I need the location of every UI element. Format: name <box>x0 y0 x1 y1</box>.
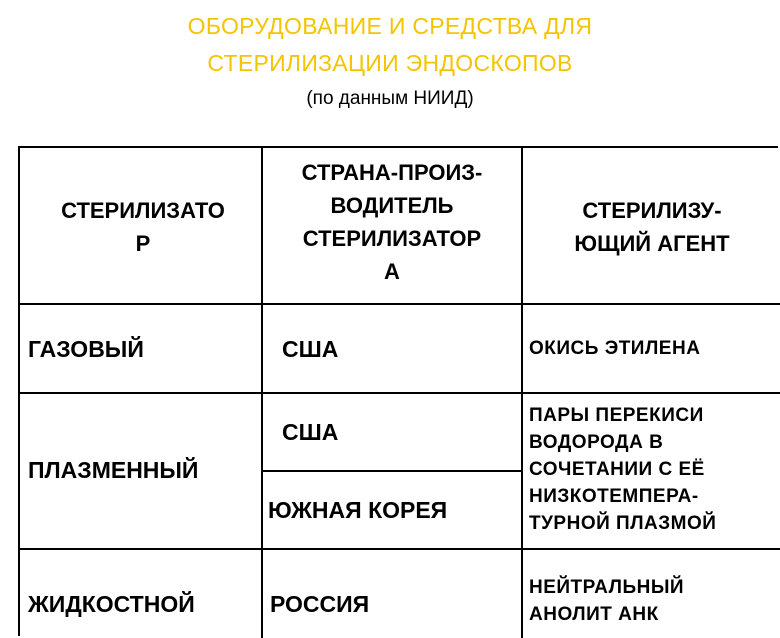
rule-row2-bottom <box>20 548 780 550</box>
header-sterilizer: СТЕРИЛИЗАТО Р <box>61 198 225 256</box>
row-gas-agent: ОКИСЬ ЭТИЛЕНА <box>529 338 701 359</box>
header-sterilizing-agent: СТЕРИЛИЗУ- ЮЩИЙ АГЕНТ <box>574 198 730 256</box>
row-plasma-type: ПЛАЗМЕННЫЙ <box>28 457 199 483</box>
title-line-2: СТЕРИЛИЗАЦИИ ЭНДОСКОПОВ <box>207 50 573 76</box>
rule-header-bottom <box>20 303 780 305</box>
row-liquid-agent: НЕЙТРАЛЬНЫЙ АНОЛИТ АНК <box>529 577 685 625</box>
row-plasma-agent: ПАРЫ ПЕРЕКИСИ ВОДОРОДА В СОЧЕТАНИИ С ЕЁ НИЗКОТЕМПЕРА- ТУРНОЙ ПЛАЗМОЙ <box>529 405 717 534</box>
row-plasma-country-1: США <box>282 419 339 445</box>
rule-plasma-split <box>261 470 521 472</box>
subtitle: (по данным НИИД) <box>306 88 474 109</box>
rule-row1-bottom <box>20 392 780 394</box>
row-plasma-country-2: ЮЖНАЯ КОРЕЯ <box>268 497 448 523</box>
row-liquid-country: РОССИЯ <box>270 591 370 617</box>
title-line-1: ОБОРУДОВАНИЕ И СРЕДСТВА ДЛЯ <box>187 13 593 39</box>
header-manufacturer-country: СТРАНА-ПРОИЗ- ВОДИТЕЛЬ СТЕРИЛИЗАТОР А <box>301 160 483 284</box>
row-liquid-type: ЖИДКОСТНОЙ <box>28 591 195 617</box>
row-gas-country: США <box>282 336 339 362</box>
equipment-table <box>18 146 778 636</box>
page-title <box>0 8 780 82</box>
row-gas-type: ГАЗОВЫЙ <box>28 336 144 362</box>
